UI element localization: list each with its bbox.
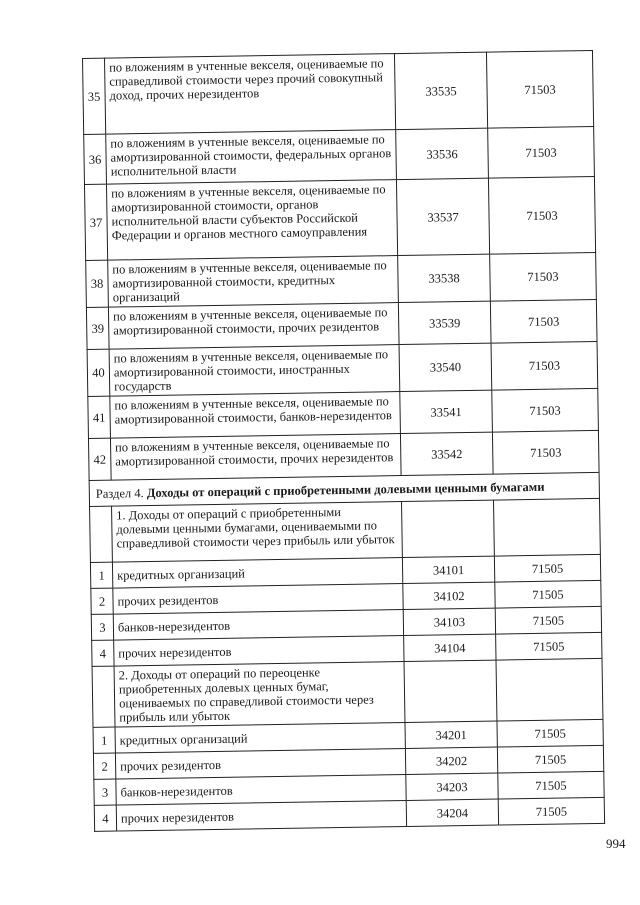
account-code: 34101 [402,556,494,583]
row-number: 4 [94,805,116,831]
symbol-code: 71503 [490,252,597,301]
document-page [82,50,604,832]
symbol-code: 71503 [491,341,598,390]
account-code: 33542 [400,432,493,475]
empty-cell [493,498,600,556]
account-code: 34203 [406,773,498,800]
account-code: 34204 [406,799,498,826]
row-description: прочих резидентов [115,749,405,780]
account-code: 34104 [404,634,496,661]
row-description: по вложениям в учтенные векселя, оцениваемые по амортизированной стоимости, кредитных организаций [108,256,399,308]
empty-cell [496,658,603,721]
row-number: 35 [83,58,106,134]
account-code: 34201 [405,721,497,748]
accounts-table [82,50,605,832]
account-code: 33537 [396,178,489,255]
table-row [83,50,594,134]
row-description: по вложениям в учтенные векселя, оцениваемые по справедливой стоимости через прочий совокупный доход, прочих нерезидентов [105,54,396,135]
symbol-code: 71505 [498,797,604,825]
row-number: 36 [84,134,107,184]
symbol-code: 71505 [498,771,604,799]
symbol-code: 71505 [494,554,600,582]
row-number: 42 [88,438,111,480]
account-code: 33536 [396,128,489,179]
account-code: 34103 [403,608,495,635]
row-number: 41 [88,396,111,438]
empty-cell [90,506,113,562]
row-number: 2 [93,753,115,779]
table-row [84,176,595,260]
symbol-code: 71503 [488,176,595,254]
row-description: по вложениям в учтенные векселя, оцениваемые по амортизированной стоимости, федеральных органов исполнительной власти [106,130,397,185]
symbol-code: 71505 [495,580,601,608]
symbol-code: 71503 [486,50,593,128]
row-description: по вложениям в учтенные векселя, оцениваемые по амортизированной стоимости, банков-нерезидентов [110,392,401,439]
group-heading: 1. Доходы от операций с приобретенными долевыми ценными бумагами, оцениваемыми по справедливой стоимости через прибыль или убыток [112,502,403,563]
row-description: по вложениям в учтенные векселя, оцениваемые по амортизированной стоимости, прочих резидентов [108,303,399,350]
table-row [87,341,598,396]
row-number: 40 [87,349,110,396]
table-row [84,126,595,184]
account-code: 34102 [403,582,495,609]
symbol-code: 71505 [496,632,602,660]
row-number: 3 [94,779,116,805]
row-number: 38 [86,260,109,307]
empty-cell [92,666,115,727]
row-description: банков-нерезидентов [113,610,403,641]
symbol-code: 71503 [492,388,599,432]
account-code: 34202 [405,747,497,774]
group-heading-row [92,658,603,727]
row-description: по вложениям в учтенные векселя, оцениваемые по амортизированной стоимости, органов исполнительной власти субъектов Российской Федерации и органов местного самоуправления [106,180,397,261]
row-description: прочих нерезидентов [114,636,404,667]
row-number: 2 [91,588,113,614]
row-number: 1 [93,727,115,753]
section-prefix: Раздел 4. [95,485,144,501]
row-description: прочих резидентов [113,584,403,615]
empty-cell [404,660,497,722]
row-description: по вложениям в учтенные векселя, оцениваемые по амортизированной стоимости, прочих нерезидентов [110,434,401,481]
account-code: 33538 [398,254,491,302]
row-number: 4 [92,640,114,666]
symbol-code: 71503 [488,126,595,178]
symbol-code: 71503 [490,299,597,343]
row-number: 39 [86,307,109,349]
row-description: прочих нерезидентов [116,800,406,831]
row-description: по вложениям в учтенные векселя, оцениваемые по амортизированной стоимости, иностранных государств [109,345,400,397]
section-title: Доходы от операций с приобретенными долевыми ценными бумагами [146,479,545,500]
symbol-code: 71503 [492,430,599,474]
row-description: кредитных организаций [115,723,405,754]
row-number: 3 [91,614,113,640]
empty-cell [402,500,495,557]
group-heading: 2. Доходы от операций по переоценке приобретенных долевых ценных бумаг, оцениваемых по справедливой стоимости через прибыль или убыток [114,662,405,728]
account-code: 33541 [400,390,493,433]
symbol-code: 71505 [495,606,601,634]
row-number: 37 [84,184,107,260]
group-heading-row [90,498,601,562]
table-row [86,252,597,307]
row-description: кредитных организаций [112,558,402,589]
row-number: 1 [90,562,112,588]
account-code: 33539 [398,301,491,344]
page-number: 994 [606,836,626,851]
symbol-code: 71505 [497,745,603,773]
account-code: 33535 [394,52,487,129]
account-code: 33540 [399,343,492,391]
symbol-code: 71505 [497,719,603,747]
row-description: банков-нерезидентов [116,775,406,806]
